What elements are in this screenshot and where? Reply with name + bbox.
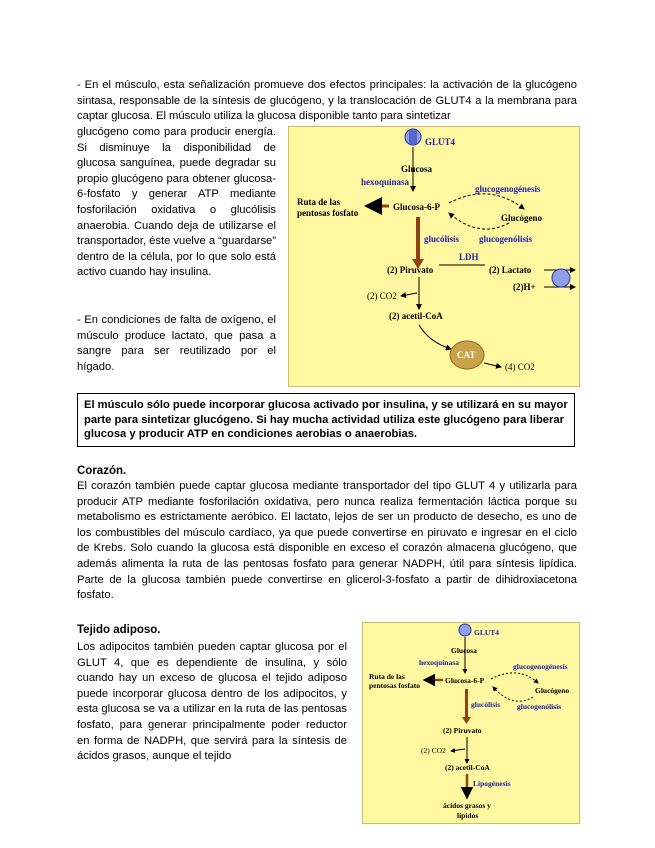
adipose-co2-label: (2) CO2 bbox=[421, 746, 446, 755]
adipose-ruta-label-2: pentosas fosfato bbox=[369, 681, 421, 690]
intro-paragraph: - En el músculo, esta señalización promueve dos efectos principales: la activación de la glucógeno sintasa, responsable de la síntesis de glucógeno, y la translocación de GLUT4 a la membrana para captar glucosa. El músculo utiliza la glucosa disponible tanto para sintetizar bbox=[77, 79, 577, 123]
ldh-label: LDH bbox=[459, 252, 479, 262]
glucogeno-label: Glucógeno bbox=[501, 213, 543, 223]
adipose-acetil-label: (2) acetil-CoA bbox=[445, 763, 490, 772]
muscle-metabolism-diagram bbox=[288, 126, 580, 387]
glut4-label: GLUT4 bbox=[425, 137, 456, 147]
co2-4-label: (4) CO2 bbox=[505, 362, 535, 372]
adipose-glucolisis-label: glucólisis bbox=[471, 700, 501, 709]
co2-label: (2) CO2 bbox=[367, 291, 397, 301]
lipogenesis-label: Lipogénesis bbox=[473, 779, 511, 788]
lipidos-label: lípidos bbox=[457, 811, 479, 820]
cat-label: CAT bbox=[457, 350, 476, 360]
muscle-lactate-paragraph: - En condiciones de falta de oxígeno, el músculo produce lactato, que pasa a sangre para ser reutilizado por el hígado. bbox=[77, 314, 276, 373]
adipose-hexoquinasa-label: hexoquinasa bbox=[419, 658, 460, 667]
glucosa-6p-label: Glucosa-6-P bbox=[393, 202, 440, 212]
glucolisis-label: glucólisis bbox=[424, 234, 460, 244]
glucosa-label: Glucosa bbox=[401, 164, 433, 174]
adipose-glucogeno-label: Glucógeno bbox=[535, 686, 570, 695]
glucogenogenesis-label: glucogenogénesis bbox=[475, 184, 541, 194]
adipose-glut4-label: GLUT4 bbox=[474, 628, 500, 637]
adipose-paragraph: Los adipocitos también pueden captar glucosa por el GLUT 4, que es dependiente de insulina, y sólo cuando hay un exceso de glucosa el tejido adiposo puede incorporar glucosa dentro de los adipocitos, y esta glucosa se va a utilizar en la ruta de las pentosas fosfato, para generar principalmente poder reductor en forma de NADPH, que servirá para la síntesis de ácidos grasos, aunque el tejido bbox=[77, 641, 347, 763]
adipose-glucogenolisis-label: glucogenólisis bbox=[517, 702, 562, 711]
glut4-transporter-icon bbox=[459, 624, 471, 636]
heart-paragraph: El corazón también puede captar glucosa mediante transportador del tipo GLUT 4 y utilizarla para producir ATP mediante fosforilación oxidativa, pero nunca realiza fermentación láctica porque su metabolismo es estrictamente aeróbico. El lactato, lejos de ser un producto de desecho, es uno de los combustibles del músculo cardíaco, ya que puede convertirse en piruvato e ingresar en el ciclo de Krebs. Solo cuando la glucosa está disponible en exceso el corazón almacena glucógeno, que además alimenta la ruta de las pentosas fosfato para generar NADPH, útil para síntesis lipídica. Parte de la glucosa también puede convertirse en glicerol-3-fosfato a partir de dihidroxiacetona fosfato. bbox=[77, 480, 577, 602]
lactato-label: (2) Lactato bbox=[489, 265, 532, 275]
adipose-glucogenogenesis-label: glucogenogénesis bbox=[513, 662, 568, 671]
acetil-coa-label: (2) acetil-CoA bbox=[389, 311, 443, 321]
piruvato-label: (2) Piruvato bbox=[387, 265, 434, 275]
ruta-pentosas-label-2: pentosas fosfato bbox=[297, 208, 359, 218]
mct-transporter-icon bbox=[552, 269, 570, 287]
hexoquinasa-label: hexoquinasa bbox=[361, 177, 410, 187]
adipose-ruta-label: Ruta de las bbox=[369, 672, 405, 681]
heart-title: Corazón. bbox=[77, 465, 127, 477]
ruta-pentosas-label: Ruta de las bbox=[297, 197, 341, 207]
adipose-glucosa-label: Glucosa bbox=[451, 646, 477, 655]
h-label: (2)H+ bbox=[513, 282, 536, 292]
adipose-title: Tejido adiposo. bbox=[77, 624, 161, 636]
muscle-paragraph: glucógeno como para producir energía. Si disminuye la disponibilidad de glucosa sanguínea, puede degradar su propio glucógeno para obtener glucosa-6-fosfato y generar ATP mediante fosforilación oxidativa o glucólisis anaerobia. Cuando deja de utilizarse el transportador, éste vuelve a “guardarse” dentro de la célula, por lo que solo está activo cuando hay insulina. bbox=[77, 126, 276, 279]
glucogenolisis-label: glucogenólisis bbox=[479, 234, 533, 244]
adipose-metabolism-diagram bbox=[362, 622, 580, 824]
adipose-g6p-label: Glucosa-6-P bbox=[445, 676, 485, 685]
summary-box: El músculo sólo puede incorporar glucosa activado por insulina, y se utilizará en su mayor parte para sintetizar glucógeno. Si hay mucha actividad utiliza este glucógeno para liberar glucosa y producir ATP en condiciones aerobias o anaerobias. bbox=[77, 393, 575, 447]
acidos-grasos-label: ácidos grasos y bbox=[443, 801, 491, 810]
adipose-piruvato-label: (2) Piruvato bbox=[443, 726, 482, 735]
